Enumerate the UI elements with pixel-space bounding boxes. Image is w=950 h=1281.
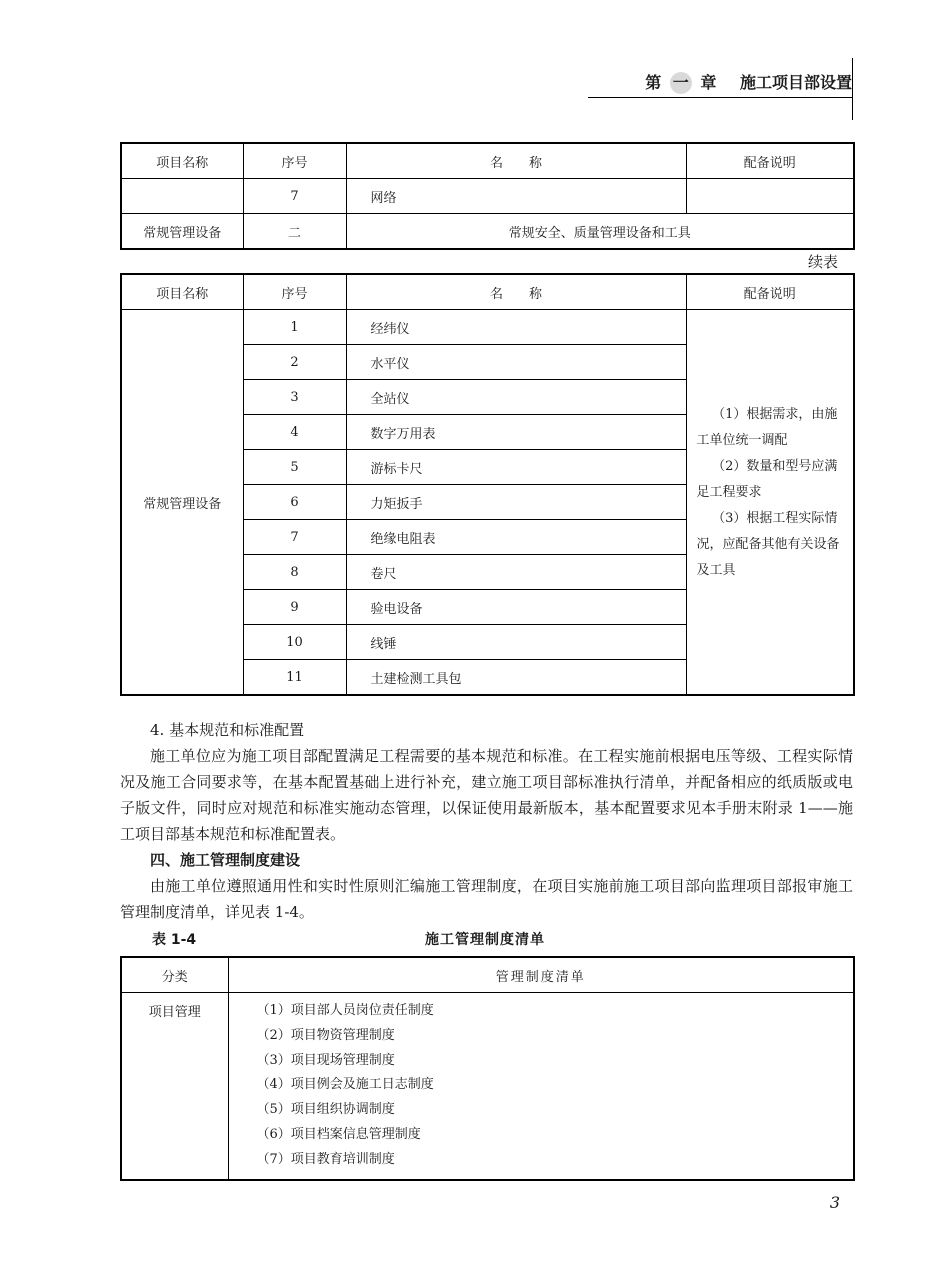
table-title: 施工管理制度清单 xyxy=(425,932,545,948)
header-vertical-rule xyxy=(852,58,853,120)
note-line: （2）数量和型号应满足工程要求 xyxy=(696,459,838,500)
col-header-no: 序号 xyxy=(243,274,346,310)
cell-no: 2 xyxy=(243,345,346,380)
cell-no: 5 xyxy=(243,450,346,485)
cell-no: 10 xyxy=(243,625,346,660)
list-item: （6）项目档案信息管理制度 xyxy=(256,1126,421,1142)
col-header-list: 管理制度清单 xyxy=(228,957,854,993)
col-header-note: 配备说明 xyxy=(686,143,854,179)
cell-no: 11 xyxy=(243,660,346,696)
note-line: （1）根据需求，由施工单位统一调配 xyxy=(696,407,838,448)
cell-no: 9 xyxy=(243,590,346,625)
cell-no: 6 xyxy=(243,485,346,520)
chapter-title: 施工项目部设置 xyxy=(739,73,852,92)
running-header xyxy=(596,70,852,94)
table-header-row xyxy=(121,957,854,993)
table-header-row xyxy=(121,274,854,310)
equipment-table xyxy=(120,142,855,250)
cell-name: 绝缘电阻表 xyxy=(346,520,686,555)
cell-name: 验电设备 xyxy=(346,590,686,625)
cell-name: 土建检测工具包 xyxy=(346,660,686,696)
col-header-no: 序号 xyxy=(243,143,346,179)
note-line: （3）根据工程实际情况，应配备其他有关设备及工具 xyxy=(696,511,840,578)
section-paragraph: 由施工单位遵照通用性和实时性原则汇编施工管理制度，在项目实施前施工项目部向监理项目部报审施工管理制度清单，详见表 1-4。 xyxy=(120,877,853,921)
list-item: （2）项目物资管理制度 xyxy=(256,1027,395,1043)
cell-no: 1 xyxy=(243,310,346,345)
list-item: （4）项目例会及施工日志制度 xyxy=(256,1077,434,1093)
cell-category: 常规管理设备 xyxy=(121,214,243,250)
table-header-row xyxy=(121,143,854,179)
table-row xyxy=(121,214,854,250)
section-paragraph: 施工单位应为施工项目部配置满足工程需要的基本规范和标准。在工程实施前根据电压等级、工程实际情况及施工合同要求等，在基本配置基础上进行补充，建立施工项目部标准执行清单，并配备相应的纸质版或电子版文件，同时应对规范和标准实施动态管理，以保证使用最新版本，基本配置要求见本手册末附录 1——施工项目部基本规范和标准配置表。 xyxy=(120,747,853,843)
header-rule xyxy=(588,97,852,98)
cell-no: 8 xyxy=(243,555,346,590)
section-4 xyxy=(120,717,853,925)
cell-note xyxy=(686,179,854,214)
col-header-category: 分类 xyxy=(121,957,228,993)
col-header-category: 项目名称 xyxy=(121,143,243,179)
chapter-number: 一 xyxy=(670,72,692,94)
cell-group-title: 常规安全、质量管理设备和工具 xyxy=(346,214,854,250)
cell-name: 经纬仪 xyxy=(346,310,686,345)
list-item: （5）项目组织协调制度 xyxy=(256,1102,395,1118)
cell-no: 二 xyxy=(243,214,346,250)
section-heading: 四、施工管理制度建设 xyxy=(150,851,301,869)
equipment-table-continued xyxy=(120,273,855,696)
col-header-name: 名 称 xyxy=(346,274,686,310)
list-item: （1）项目部人员岗位责任制度 xyxy=(256,1003,434,1018)
cell-no: 4 xyxy=(243,415,346,450)
cell-list xyxy=(228,993,854,1180)
section-heading: 4. 基本规范和标准配置 xyxy=(150,721,305,739)
col-header-name: 名 称 xyxy=(346,143,686,179)
continued-label: 续表 xyxy=(807,253,838,271)
cell-name: 线锤 xyxy=(346,625,686,660)
table-row xyxy=(121,179,854,214)
list-item: （3）项目现场管理制度 xyxy=(256,1052,395,1068)
chapter-suffix: 章 xyxy=(700,73,717,92)
cell-name: 卷尺 xyxy=(346,555,686,590)
page-number: 3 xyxy=(829,1193,840,1212)
chapter-prefix: 第 xyxy=(645,73,662,92)
table-label: 表 1-4 xyxy=(152,932,197,948)
list-item: （7）项目教育培训制度 xyxy=(256,1151,395,1167)
col-header-category: 项目名称 xyxy=(121,274,243,310)
cell-note-merged xyxy=(686,310,854,696)
cell-no: 7 xyxy=(243,520,346,555)
management-system-table xyxy=(120,956,855,1181)
cell-name: 数字万用表 xyxy=(346,415,686,450)
col-header-note: 配备说明 xyxy=(686,274,854,310)
cell-no: 3 xyxy=(243,380,346,415)
cell-name: 力矩扳手 xyxy=(346,485,686,520)
cell-name: 全站仪 xyxy=(346,380,686,415)
cell-name: 水平仪 xyxy=(346,345,686,380)
cell-category xyxy=(121,179,243,214)
cell-no: 7 xyxy=(243,179,346,214)
cell-category: 项目管理 xyxy=(121,993,228,1180)
table-row xyxy=(121,310,854,345)
cell-name: 游标卡尺 xyxy=(346,450,686,485)
cell-category-merged: 常规管理设备 xyxy=(121,310,243,696)
table-row xyxy=(121,993,854,1180)
cell-name: 网络 xyxy=(346,179,686,214)
